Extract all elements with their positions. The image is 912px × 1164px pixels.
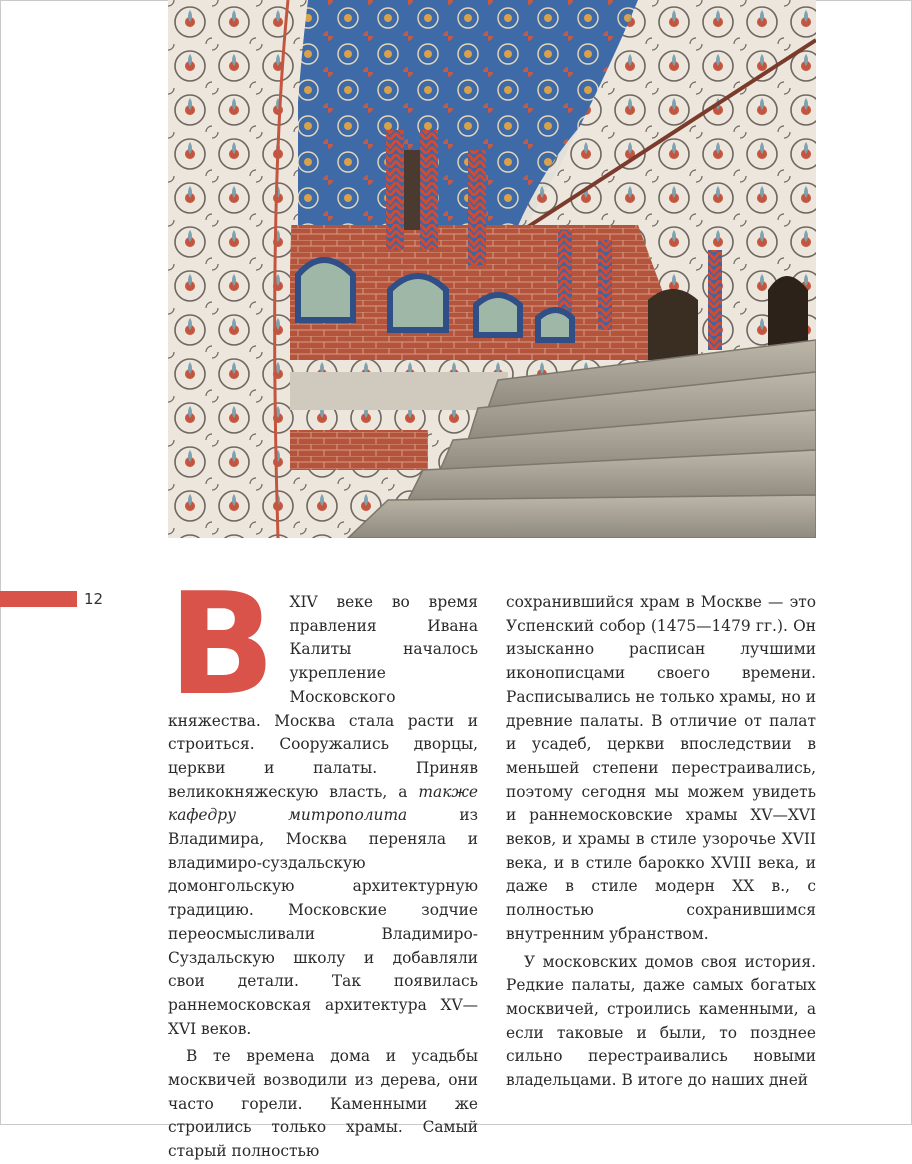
italic-phrase: также кафедру митрополита (168, 782, 478, 825)
paragraph: сохранившийся храм в Москве — это Успенский собор (1475—1479 гг.). Он изысканно расписан лучшими иконописцами своего времени. Расписывались не только храмы, но и древние палаты. В отличие от палат и усадеб, церкви впоследствии в меньшей степени перестраивались, поэтому сегодня мы можем увидеть и раннемосковские храмы XV—XVI веков, и храмы в стиле узорочье XVII века, и в стиле барокко XVIII века, и даже в стиле модерн XX в., с полностью сохранившимся внутренним убранством. (506, 593, 816, 943)
paragraph-text: XIV веке во время правления Ивана Калиты началось укрепление Московского княжества. Москва стала расти и строиться. Сооружались дворцы, церкви и палаты. Приняв великокняжескую власть, а (168, 593, 478, 801)
interior-photo-illustration (168, 0, 816, 538)
paragraph: В те времена дома и усадьбы москвичей возводили из дерева, они часто горели. Каменными же строились только храмы. Самый старый полностью (168, 1047, 478, 1161)
text-column-left (168, 563, 478, 1164)
paragraph (168, 563, 478, 1041)
interior-photo (168, 0, 816, 538)
page-accent-bar (0, 591, 77, 607)
paragraph-text: из Владимира, Москва переняла и владимиро-суздальскую домонгольскую архитектурную традицию. Московские зодчие переосмысливали Владимиро-Суздальскую школу и добавляли свои детали. Так появилась раннемосковская архитектура XV—XVI веков. (168, 806, 478, 1038)
text-column-right (506, 591, 816, 1093)
page-number: 12 (84, 590, 104, 608)
drop-cap: В (168, 563, 276, 727)
paragraph: У московских домов своя история. Редкие палаты, даже самых богатых москвичей, строились каменными, а если таковые и были, то позднее сильно перестраивались новыми владельцами. В итоге до наших дней (506, 952, 816, 1090)
